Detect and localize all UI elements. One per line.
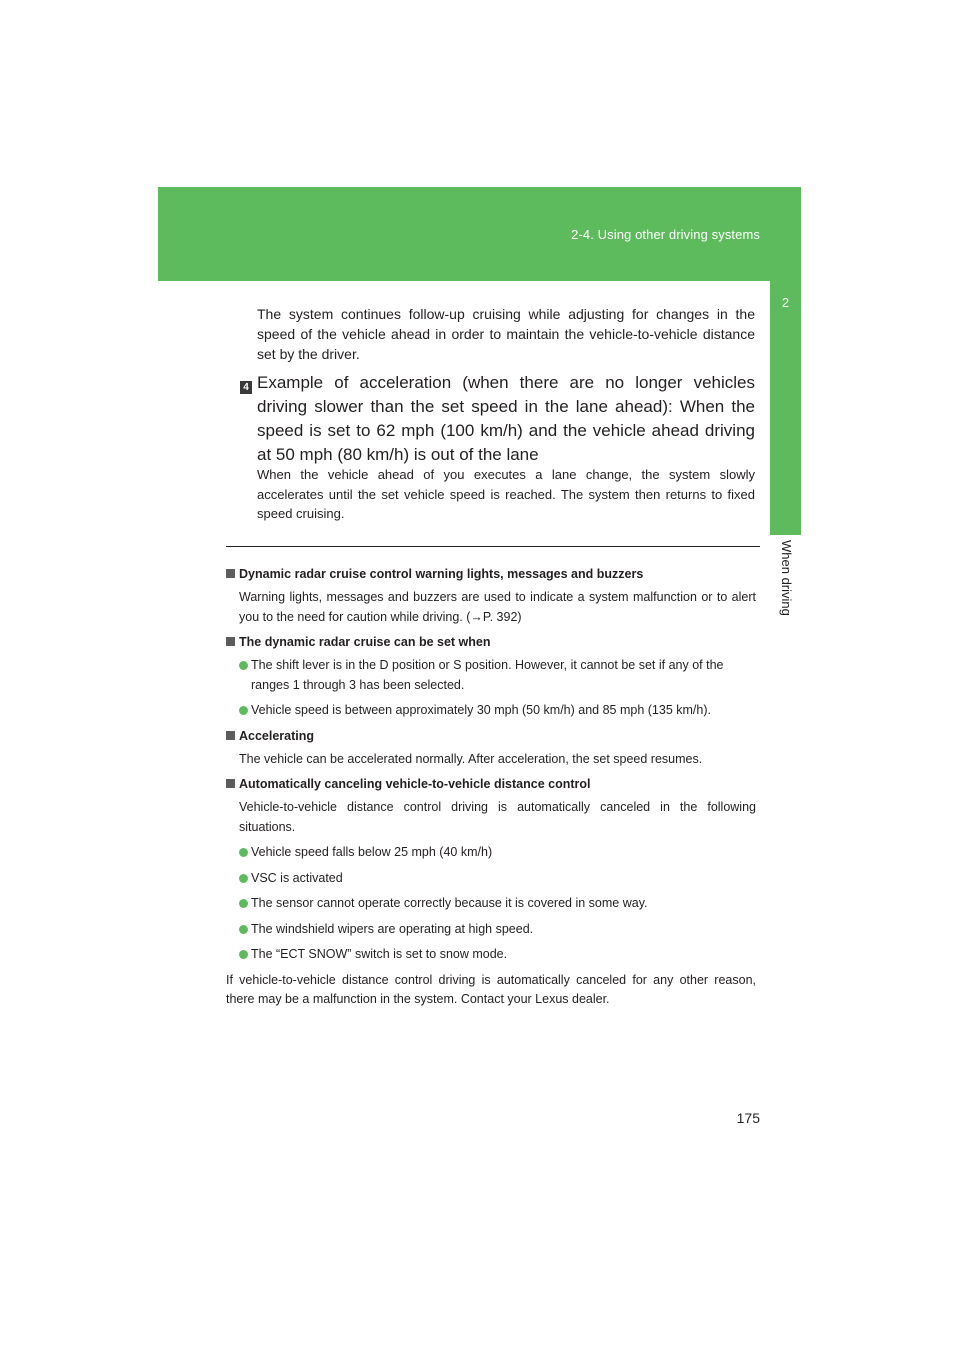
bullet-item — [226, 656, 756, 695]
note-block — [226, 775, 756, 1010]
note-title-text: Automatically canceling vehicle-to-vehicle distance control — [239, 777, 591, 791]
note-title — [226, 727, 756, 746]
circle-bullet-icon — [239, 899, 248, 908]
notes-section — [226, 565, 756, 1016]
note-footer: If vehicle-to-vehicle distance control driving is automatically canceled for any other reason, there may be a malfunction in the system. Contact your Lexus dealer. — [226, 972, 756, 1006]
square-bullet-icon — [226, 779, 235, 788]
chapter-number: 2 — [781, 295, 790, 310]
chapter-label-container — [776, 540, 796, 630]
bullet-item — [226, 920, 756, 940]
bullet-item — [226, 869, 756, 889]
note-block — [226, 633, 756, 721]
bullet-item — [226, 945, 756, 965]
bullet-text: The shift lever is in the D position or S position. However, it cannot be set if any of the ranges 1 through 3 has been selected. — [251, 658, 724, 692]
note-body: The vehicle can be accelerated normally. After acceleration, the set speed resumes. — [239, 751, 703, 766]
bullet-text: The windshield wipers are operating at high speed. — [251, 921, 534, 936]
square-bullet-icon — [226, 569, 235, 578]
square-bullet-icon — [226, 731, 235, 740]
circle-bullet-icon — [239, 706, 248, 715]
section-divider — [226, 546, 760, 547]
note-title-text: Accelerating — [239, 728, 315, 743]
step-body: When the vehicle ahead of you executes a lane change, the system slowly accelerates until the set vehicle speed is reached. The system then returns to fixed speed cruising. — [257, 467, 755, 521]
bullet-text: The “ECT SNOW” switch is set to snow mode. — [251, 947, 508, 961]
bullet-item — [226, 843, 756, 863]
intro-paragraph: The system continues follow-up cruising while adjusting for changes in the speed of the vehicle ahead in order to maintain the vehicle-to-vehicle distance set by the driver. — [257, 306, 755, 362]
note-block — [226, 565, 756, 627]
section-header-bar — [158, 187, 801, 281]
section-title: 2-4. Using other driving systems — [571, 227, 760, 242]
bullet-text: Vehicle speed falls below 25 mph (40 km/h) — [251, 845, 493, 859]
note-body: Warning lights, messages and buzzers are used to indicate a system malfunction or to alert you to the need for caution while driving. (→P. 392) — [239, 590, 756, 624]
square-bullet-icon — [226, 637, 235, 646]
note-title-text: Dynamic radar cruise control warning lights, messages and buzzers — [239, 567, 644, 581]
circle-bullet-icon — [239, 661, 248, 670]
circle-bullet-icon — [239, 925, 248, 934]
bullet-text: The sensor cannot operate correctly because it is covered in some way. — [251, 896, 648, 910]
bullet-item — [226, 701, 756, 721]
page-number: 175 — [736, 1110, 760, 1126]
chapter-tab — [770, 281, 801, 535]
note-title-text: The dynamic radar cruise can be set when — [239, 635, 491, 649]
bullet-text: Vehicle speed is between approximately 30 mph (50 km/h) and 85 mph (135 km/h). — [251, 703, 711, 717]
chapter-label: When driving — [779, 540, 794, 616]
bullet-item — [226, 894, 756, 914]
note-title — [226, 633, 756, 652]
circle-bullet-icon — [239, 874, 248, 883]
step-number-marker: 4 — [240, 381, 252, 394]
circle-bullet-icon — [239, 848, 248, 857]
note-title — [226, 565, 756, 584]
bullet-text: VSC is activated — [251, 870, 343, 885]
note-body: Vehicle-to-vehicle distance control driving is automatically canceled in the following situations. — [239, 800, 756, 834]
step-heading: Example of acceleration (when there are no longer vehicles driving slower than the set speed in the lane ahead): When the speed is set to 62 mph (100 km/h) and the vehicle ahead driving at 50 mph (80 km/h) is out of the lane — [257, 373, 755, 464]
note-block — [226, 727, 756, 770]
circle-bullet-icon — [239, 950, 248, 959]
note-title — [226, 775, 756, 794]
